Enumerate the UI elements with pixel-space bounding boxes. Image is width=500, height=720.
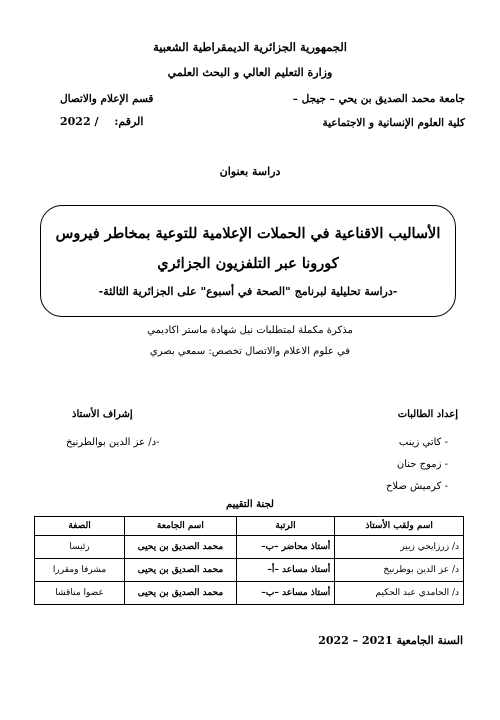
column-header: اسم الجامعة	[125, 517, 237, 536]
member-university: محمد الصديق بن يحيى	[125, 559, 237, 582]
students-heading: إعداد الطالبات	[397, 409, 458, 420]
academic-year: السنة الجامعية 2021 – 2022	[318, 634, 463, 647]
republic-header: الجمهورية الجزائرية الديمقراطية الشعبية	[153, 40, 347, 54]
member-name: د/ الحامدي عبد الحكيم	[335, 582, 464, 605]
supervision-heading: إشراف الأستاذ	[72, 409, 133, 420]
member-rank: أستاذ مساعد –ب–	[236, 582, 335, 605]
student-name: - كاتي زينب	[398, 437, 448, 448]
thesis-subtitle: -دراسة تحليلية لبرنامج "الصحة في أسبوع" على الجزائرية الثالثة-	[98, 285, 398, 298]
table-row	[35, 582, 464, 605]
university-name: جامعة محمد الصديق بن يحي – جيجل –	[292, 93, 465, 105]
member-role: رئيسا	[35, 536, 125, 559]
reference-number	[60, 115, 143, 128]
committee-heading: لجنة التقييم	[226, 499, 274, 510]
committee-header-row	[35, 517, 464, 536]
student-name: - زموج حنان	[396, 459, 448, 470]
column-header: اسم ولقب الأستاذ	[335, 517, 464, 536]
ministry-header: وزارة التعليم العالي و البحث العلمي	[167, 66, 333, 79]
specialization: في علوم الاعلام والاتصال تخصص: سمعي بصري	[149, 346, 351, 357]
department-name: قسم الإعلام والاتصال	[60, 93, 154, 105]
member-rank: أستاذ محاضر –ب–	[236, 536, 335, 559]
faculty-name: كلية العلوم الإنسانية و الاجتماعية	[322, 117, 465, 129]
committee-table	[34, 516, 464, 605]
member-name: د/ عز الدين بوطرنيخ	[335, 559, 464, 582]
member-university: محمد الصديق بن يحيى	[125, 536, 237, 559]
reference-label: الرقم:	[114, 115, 144, 128]
column-header: الرتبة	[236, 517, 335, 536]
member-role: عضوا مناقشا	[35, 582, 125, 605]
table-row	[35, 559, 464, 582]
member-role: مشرفا ومقررا	[35, 559, 125, 582]
student-name: - كرميش صلاح	[385, 481, 448, 492]
member-university: محمد الصديق بن يحيى	[125, 582, 237, 605]
member-rank: أستاذ مساعد –أ–	[236, 559, 335, 582]
reference-value: / 2022	[60, 115, 99, 128]
column-header: الصفة	[35, 517, 125, 536]
supervisor-name: -د/ عز الدين بوالطرنيخ	[66, 437, 160, 448]
table-row	[35, 536, 464, 559]
member-name: د/ زرزايحي زبير	[335, 536, 464, 559]
thesis-title-line-1: الأساليب الاقناعية في الحملات الإعلامية للتوعية بمخاطر فيروس	[55, 225, 441, 242]
study-label: دراسة بعنوان	[219, 165, 281, 178]
thesis-title-line-2: كورونا عبر التلفزيون الجزائري	[157, 255, 339, 272]
memo-description: مذكرة مكملة لمتطلبات نيل شهادة ماستر اكاديمي	[147, 325, 353, 336]
